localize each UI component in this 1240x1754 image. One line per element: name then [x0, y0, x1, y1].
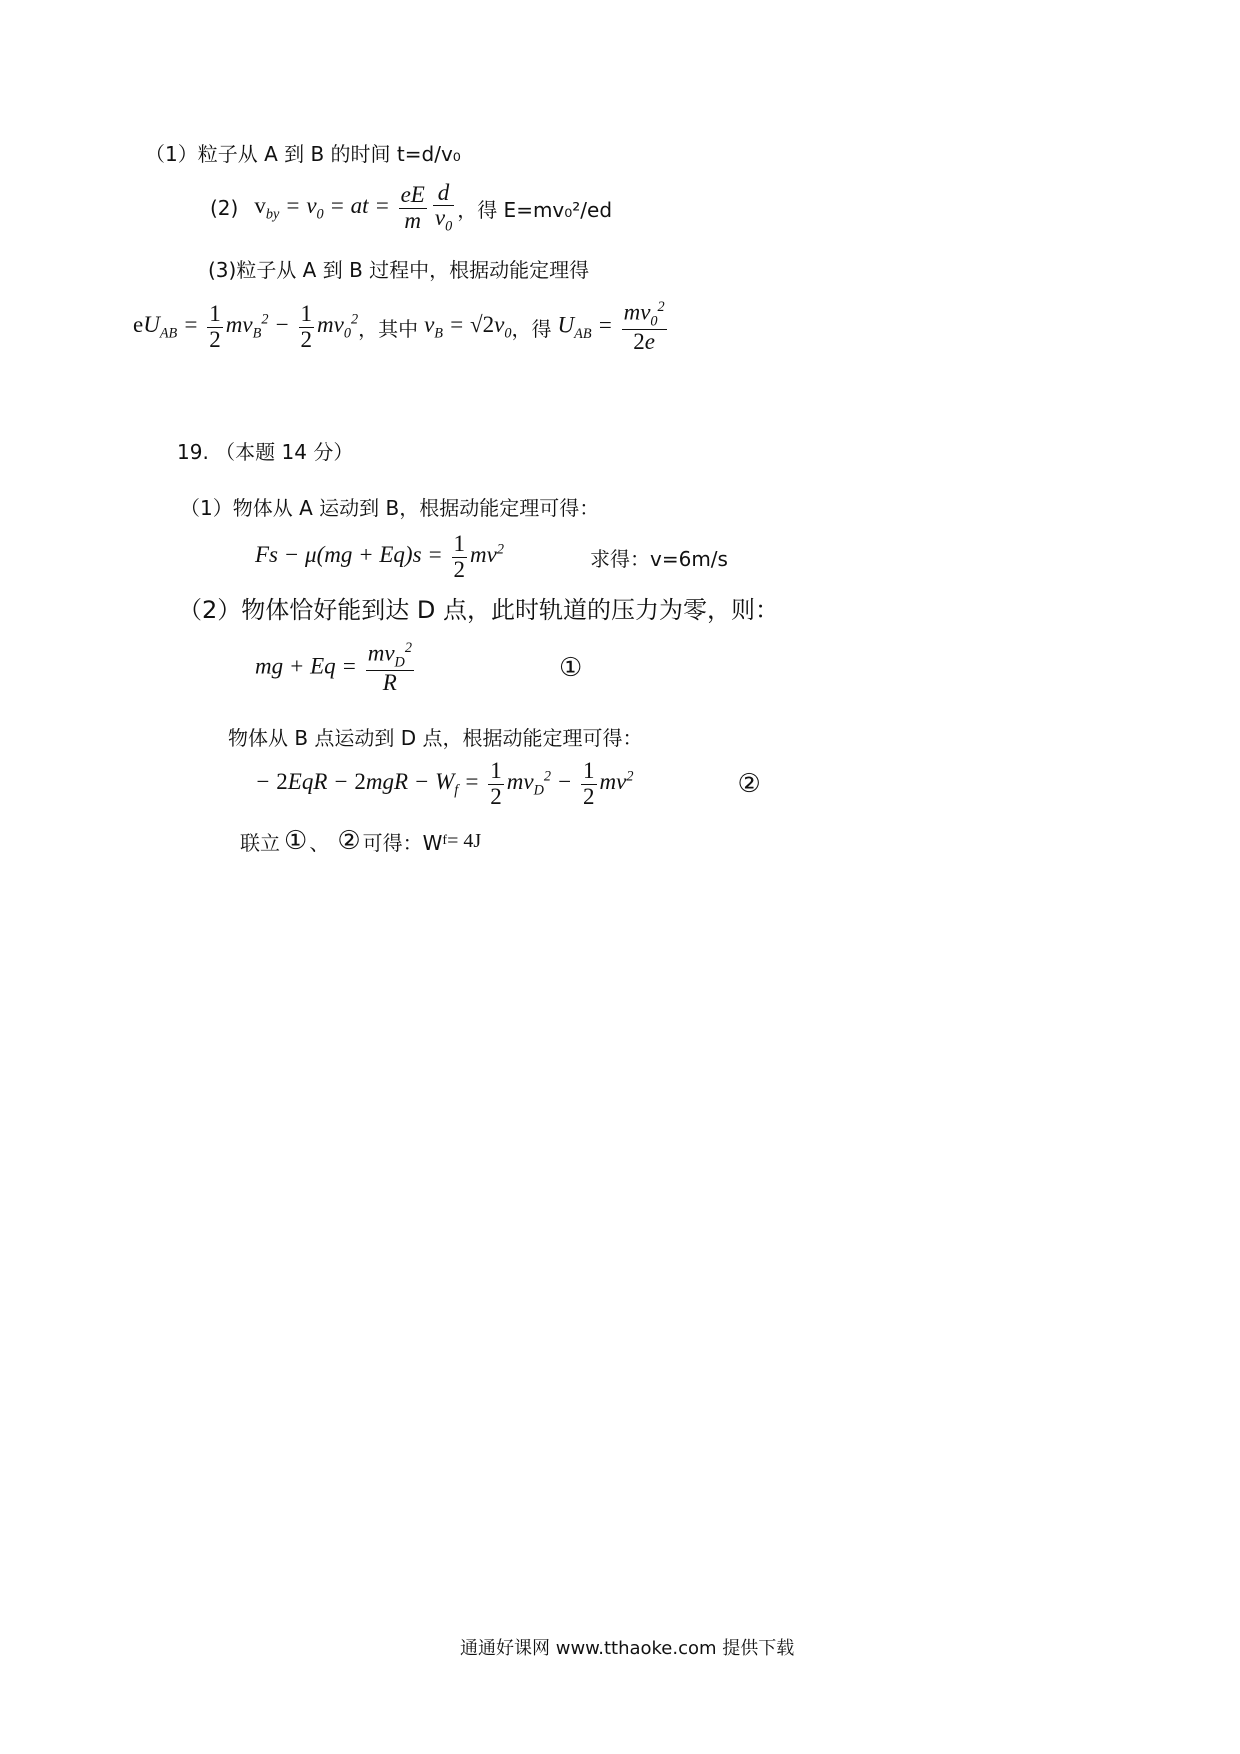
- q3-mid-text: ，其中: [358, 316, 419, 341]
- answer-line-2: [210, 176, 612, 240]
- footer-text: 通通好课网 www.tthaoke.com 提供下载: [460, 1638, 795, 1659]
- conclusion-value: = 4J: [447, 829, 482, 852]
- answer-line-3: (3)粒子从 A 到 B 过程中，根据动能定理得: [208, 258, 590, 282]
- q19-part2-text: （2）物体恰好能到达 D 点，此时轨道的压力为零，则：: [178, 596, 780, 624]
- voltage-equation: $U_{AB}$ = $\frac{mv_0^2}{2e}$: [557, 298, 665, 355]
- conclusion-suffix: 可得：W: [362, 830, 443, 855]
- q19-part1-equation-line: [255, 526, 728, 588]
- q19-part1-text: （1）物体从 A 运动到 B，根据动能定理可得：: [180, 496, 600, 520]
- conclusion-marker-1: ①: [284, 826, 308, 856]
- energy-equation-a: $eU_{AB}$ = $\frac{1}{2}$ $mv_B^2$ − $\frac{1}{2}$ $mv_0^2$: [133, 301, 359, 352]
- conclusion-prefix: 联立: [240, 830, 280, 855]
- equation-marker-1: ①: [558, 653, 583, 683]
- conclusion-separator: 、: [309, 830, 330, 855]
- velocity-equation: $v_B = √2v_0$: [424, 311, 512, 342]
- work-energy-equation-2: − $2EqR - 2mgR - W_f$ = $\frac{1}{2}$ $mv_D^2$ − $\frac{1}{2}$ $mv^2$: [255, 758, 634, 809]
- answer-line-1: （1）粒子从 A 到 B 的时间 t=d/v₀: [145, 142, 461, 166]
- q19-part2-text2: 物体从 B 点运动到 D 点，根据动能定理可得：: [228, 726, 643, 750]
- q2-equation: $v_{by} = v_0$ = at = $\frac{eE}{m}$ $\frac{d}{v_0}$: [254, 180, 453, 235]
- equation-marker-2: ②: [737, 769, 761, 799]
- q19-conclusion: [240, 826, 481, 856]
- q19-equation-2-line: [255, 752, 761, 816]
- conclusion-marker-2: ②: [337, 826, 361, 856]
- q19-part1-result: 求得：v=6m/s: [590, 546, 728, 571]
- q2-label: (2): [210, 196, 239, 220]
- q3-end-text: ，得: [511, 316, 552, 341]
- conclusion-subscript: f: [442, 833, 448, 848]
- work-energy-equation-1: Fs − μ(mg + Eq)s = $\frac{1}{2}$ $mv^2$: [255, 531, 504, 582]
- centripetal-equation: mg + Eq = $\frac{mv_D^2}{R}$: [255, 639, 412, 696]
- q19-equation-1-line: [255, 632, 582, 704]
- answer-line-3-equation: [133, 296, 670, 358]
- q2-result: ，得 E=mv₀²/ed: [457, 197, 613, 222]
- question-19-header: 19. （本题 14 分）: [177, 440, 354, 464]
